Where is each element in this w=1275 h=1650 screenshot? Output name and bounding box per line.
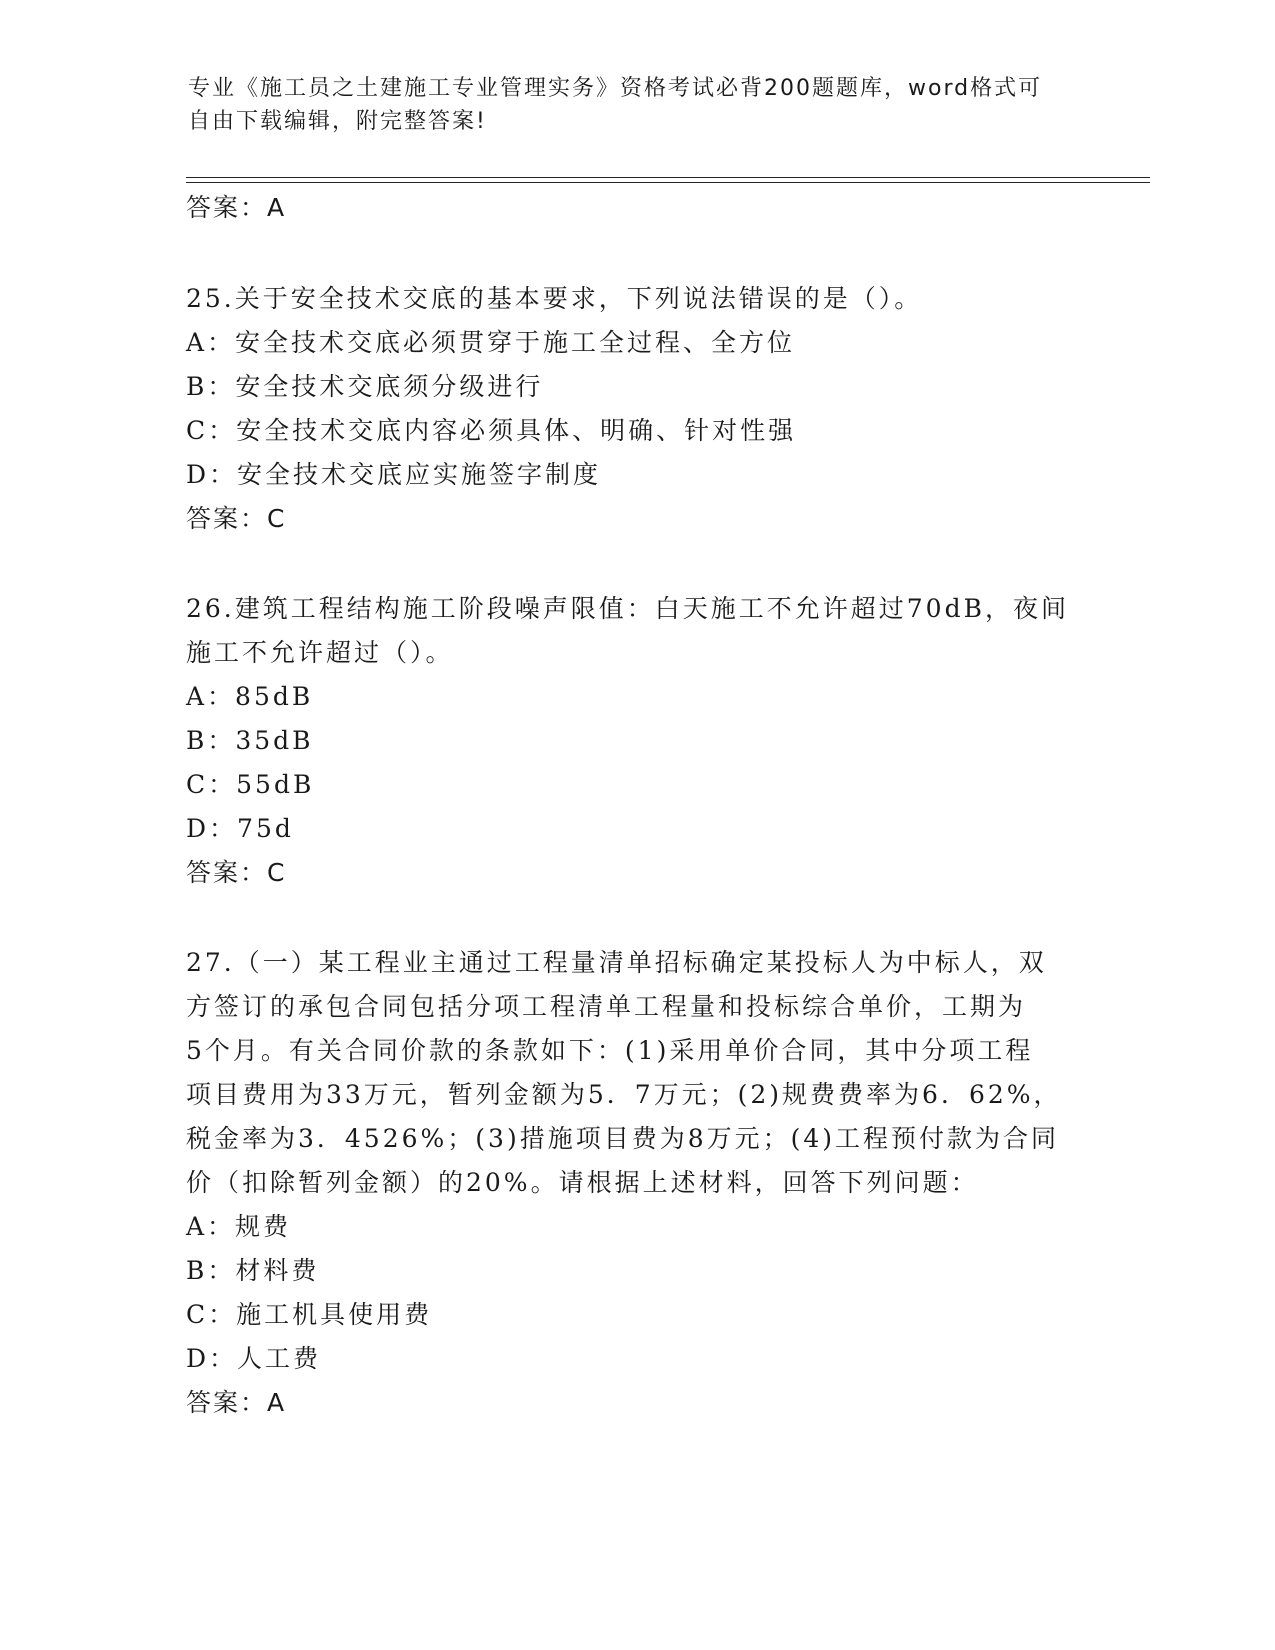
question-27-stem-line-4: 项目费用为33万元，暂列金额为5．7万元；(2)规费费率为6．62%， [186,1080,1062,1109]
header-rule-top [186,177,1150,178]
document-header [188,72,1068,138]
header-line-1: 专业《施工员之土建施工专业管理实务》资格考试必背200题题库，word格式可 [188,76,1043,101]
question-27-stem-line-3: 5个月。有关合同价款的条款如下：(1)采用单价合同，其中分项工程 [186,1036,1034,1065]
question-27-option-d: D：人工费 [186,1344,322,1373]
question-25-option-c: C：安全技术交底内容必须具体、明确、针对性强 [186,416,797,445]
question-26-stem-line-2: 施工不允许超过（）。 [186,638,454,667]
answer-prev: 答案：A [186,193,287,222]
question-25-answer: 答案：C [186,504,287,533]
question-26-option-d: D：75d [186,814,294,843]
question-27-option-c: C：施工机具使用费 [186,1300,433,1329]
question-26-stem-line-1: 26.建筑工程结构施工阶段噪声限值：白天施工不允许超过70dB，夜间 [186,594,1069,623]
question-25-option-b: B：安全技术交底须分级进行 [186,372,544,401]
question-27-stem-line-1: 27.（一）某工程业主通过工程量清单招标确定某投标人为中标人，双 [186,948,1047,977]
header-line-2: 自由下载编辑，附完整答案! [188,109,487,134]
question-26-option-c: C：55dB [186,770,315,799]
question-26-option-b: B：35dB [186,726,314,755]
question-26-answer: 答案：C [186,858,287,887]
question-27-stem-line-2: 方签订的承包合同包括分项工程清单工程量和投标综合单价，工期为 [186,992,1027,1021]
question-25-option-d: D：安全技术交底应实施签字制度 [186,460,602,489]
header-rule-bottom [186,182,1150,183]
question-26-option-a: A：85dB [186,682,314,711]
question-25-option-a: A：安全技术交底必须贯穿于施工全过程、全方位 [186,328,796,357]
question-27-stem-line-6: 价（扣除暂列金额）的20%。请根据上述材料，回答下列问题： [186,1168,979,1197]
question-27-answer: 答案：A [186,1388,287,1417]
question-27-stem-line-5: 税金率为3．4526%；(3)措施项目费为8万元；(4)工程预付款为合同 [186,1124,1060,1153]
question-25-stem: 25.关于安全技术交底的基本要求，下列说法错误的是（）。 [186,284,923,313]
question-27-option-a: A：规费 [186,1212,292,1241]
question-27-option-b: B：材料费 [186,1256,320,1285]
